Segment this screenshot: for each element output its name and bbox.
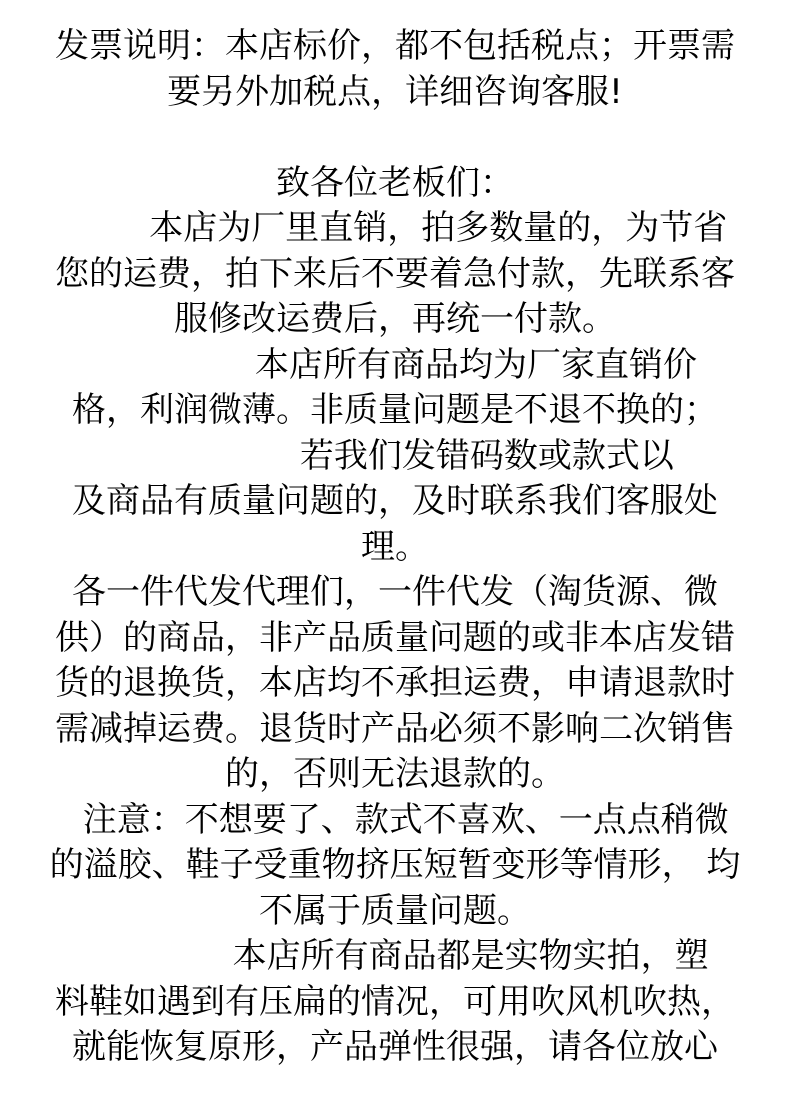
text-line: 理。: [361, 526, 429, 567]
text-line: 供）的商品，非产品质量问题的或非本店发错: [55, 617, 735, 658]
paragraph-attention: [0, 798, 790, 935]
text-line: 要另外加税点，详细咨询客服!: [167, 71, 623, 112]
text-line: 的，否则无法退款的。: [225, 754, 565, 794]
paragraph-factory-price: [0, 343, 790, 434]
text-line: 格，利润微薄。非质量问题是不退不换的；: [72, 390, 718, 430]
paragraph-real-photos: [0, 934, 790, 1071]
text-line: 您的运费，拍下来后不要着急付款，先联系客: [55, 253, 735, 294]
paragraph-direct-sales: [0, 206, 790, 343]
text-line: 服修改运费后，再统一付款。: [174, 299, 616, 339]
text-line: 发票说明：本店标价，都不包括税点；开票需: [55, 26, 735, 66]
text-line: 就能恢复原形，产品弹性很强，请各位放心: [72, 1027, 718, 1067]
text-line: 若我们发错码数或款式以: [116, 435, 674, 476]
text-line: 注意：不想要了、款式不喜欢、一点点稍微: [61, 799, 729, 840]
text-line: 本店所有商品均为厂家直销价: [92, 344, 698, 385]
text-line: 本店为厂里直销，拍多数量的，为节省: [62, 208, 728, 248]
greeting: 致各位老板们：: [276, 162, 514, 203]
text-line: 各一件代发代理们，一件代发（淘货源、微: [72, 572, 718, 612]
text-line: 需减掉运费。退货时产品必须不影响二次销售: [55, 708, 735, 749]
text-line: 本店所有商品都是实物实拍，塑: [81, 936, 709, 976]
text-line: 货的退换货，本店均不承担运费，申请退款时: [55, 663, 735, 703]
text-line: 及商品有质量问题的，及时联系我们客服处: [72, 481, 718, 521]
text-line: 的溢胶、鞋子受重物挤压短暂变形等情形， 均: [49, 845, 741, 885]
invoice-note: [0, 24, 790, 115]
blank-line: [0, 115, 790, 161]
paragraph-wrong-item: [0, 434, 790, 571]
paragraph-dropship: [0, 570, 790, 798]
text-line: 料鞋如遇到有压扁的情况，可用吹风机吹热，: [55, 981, 735, 1022]
text-line: 不属于质量问题。: [259, 890, 531, 931]
